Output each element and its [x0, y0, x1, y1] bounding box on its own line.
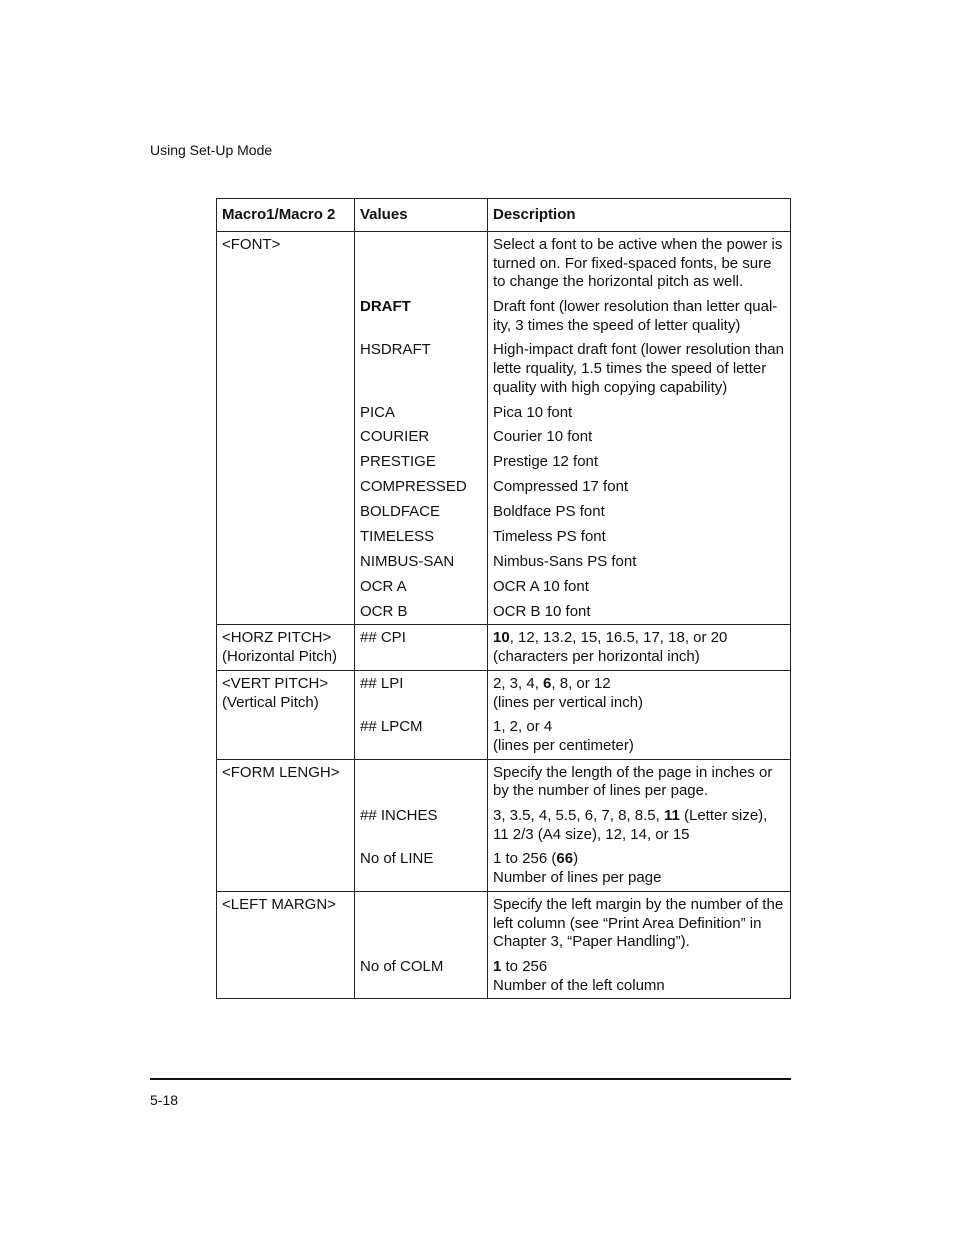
page-number: 5-18 — [150, 1092, 179, 1108]
left-margin-default: 1 — [493, 957, 502, 975]
font-value-prestige: PRESTIGE — [360, 453, 436, 471]
vert-pitch-default: 6 — [543, 674, 552, 692]
form-length-default-lines: 66 — [556, 850, 574, 868]
footer-rule — [150, 1078, 791, 1080]
font-desc-compressed: Compressed 17 font — [493, 478, 629, 496]
table-row-horz-pitch — [217, 625, 791, 670]
table-row-font — [217, 232, 791, 625]
font-value-pica: PICA — [360, 403, 396, 421]
table-row-left-margin — [217, 891, 791, 999]
table-header-row — [217, 199, 791, 232]
set-up-options-table — [216, 198, 791, 999]
font-value-nimbus-san: NIMBUS-SAN — [360, 552, 455, 570]
column-header-values: Values — [355, 199, 488, 232]
left-margin-values: No of COLM — [355, 891, 488, 999]
font-desc-pica: Pica 10 font — [493, 403, 573, 421]
font-intro: Select a font to be active when the power is turned on. For fixed-spaced fonts, be sure to change the horizontal pitch as well. — [493, 236, 783, 291]
vert-pitch-descriptions: 2, 3, 4, 6, 8, or 12 (lines per vertical inch) 1, 2, or 4 (lines per centimeter) — [488, 670, 791, 759]
horz-pitch-setting-name: <HORZ PITCH> (Horizontal Pitch) — [217, 625, 355, 670]
vert-pitch-values: ## LPI ## LPCM — [355, 670, 488, 759]
font-desc-ocr-b: OCR B 10 font — [493, 602, 591, 620]
table-row-vert-pitch — [217, 670, 791, 759]
font-value-hsdraft: HSDRAFT — [360, 341, 431, 359]
font-desc-courier: Courier 10 font — [493, 428, 593, 446]
font-desc-timeless: Timeless PS font — [493, 528, 606, 546]
font-desc-draft: Draft font (lower resolution than letter qual-ity, 3 times the speed of letter quality) — [493, 298, 778, 334]
horz-pitch-description: 10, 12, 13.2, 15, 16.5, 17, 18, or 20 (characters per horizontal inch) — [488, 625, 791, 670]
font-value-ocr-b: OCR B — [360, 602, 408, 620]
font-desc-prestige: Prestige 12 font — [493, 453, 599, 471]
running-head: Using Set-Up Mode — [150, 142, 273, 158]
font-desc-hsdraft: High-impact draft font (lower resolution than lette rquality, 1.5 times the speed of letter quality with high copying capability) — [493, 341, 784, 396]
horz-pitch-value: ## CPI — [355, 625, 488, 670]
form-length-values: ## INCHES No of LINE — [355, 759, 488, 891]
font-values — [355, 232, 488, 625]
form-length-setting-name: <FORM LENGH> — [217, 759, 355, 891]
horz-pitch-default: 10 — [493, 629, 510, 647]
left-margin-descriptions: Specify the left margin by the number of the left column (see “Print Area Definition” in Chapter 3, “Paper Handling”). 1 to 256 Number of the left column — [488, 891, 791, 999]
font-value-draft: DRAFT — [360, 298, 411, 316]
font-value-compressed: COMPRESSED — [360, 478, 467, 496]
table-row-form-length — [217, 759, 791, 891]
form-length-default-inches: 11 — [663, 807, 680, 825]
font-value-courier: COURIER — [360, 428, 430, 446]
font-desc-boldface: Boldface PS font — [493, 503, 605, 521]
column-header-macro: Macro1/Macro 2 — [217, 199, 355, 232]
font-desc-nimbus-san: Nimbus-Sans PS font — [493, 552, 637, 570]
column-header-description: Description — [488, 199, 791, 232]
font-setting-name: <FONT> — [217, 232, 355, 625]
font-desc-ocr-a: OCR A 10 font — [493, 577, 589, 595]
vert-pitch-setting-name: <VERT PITCH> (Vertical Pitch) — [217, 670, 355, 759]
font-value-timeless: TIMELESS — [360, 528, 435, 546]
form-length-descriptions: Specify the length of the page in inches or by the number of lines per page. 3, 3.5, 4, 5.5, 6, 7, 8, 8.5, 11 (Letter size), 11 2/3 (A4 size), 12, 14, or 15 1 to 256 (66) Number of lines per page — [488, 759, 791, 891]
left-margin-setting-name: <LEFT MARGN> — [217, 891, 355, 999]
font-value-ocr-a: OCR A — [360, 577, 407, 595]
font-descriptions — [488, 232, 791, 625]
font-value-boldface: BOLDFACE — [360, 503, 441, 521]
